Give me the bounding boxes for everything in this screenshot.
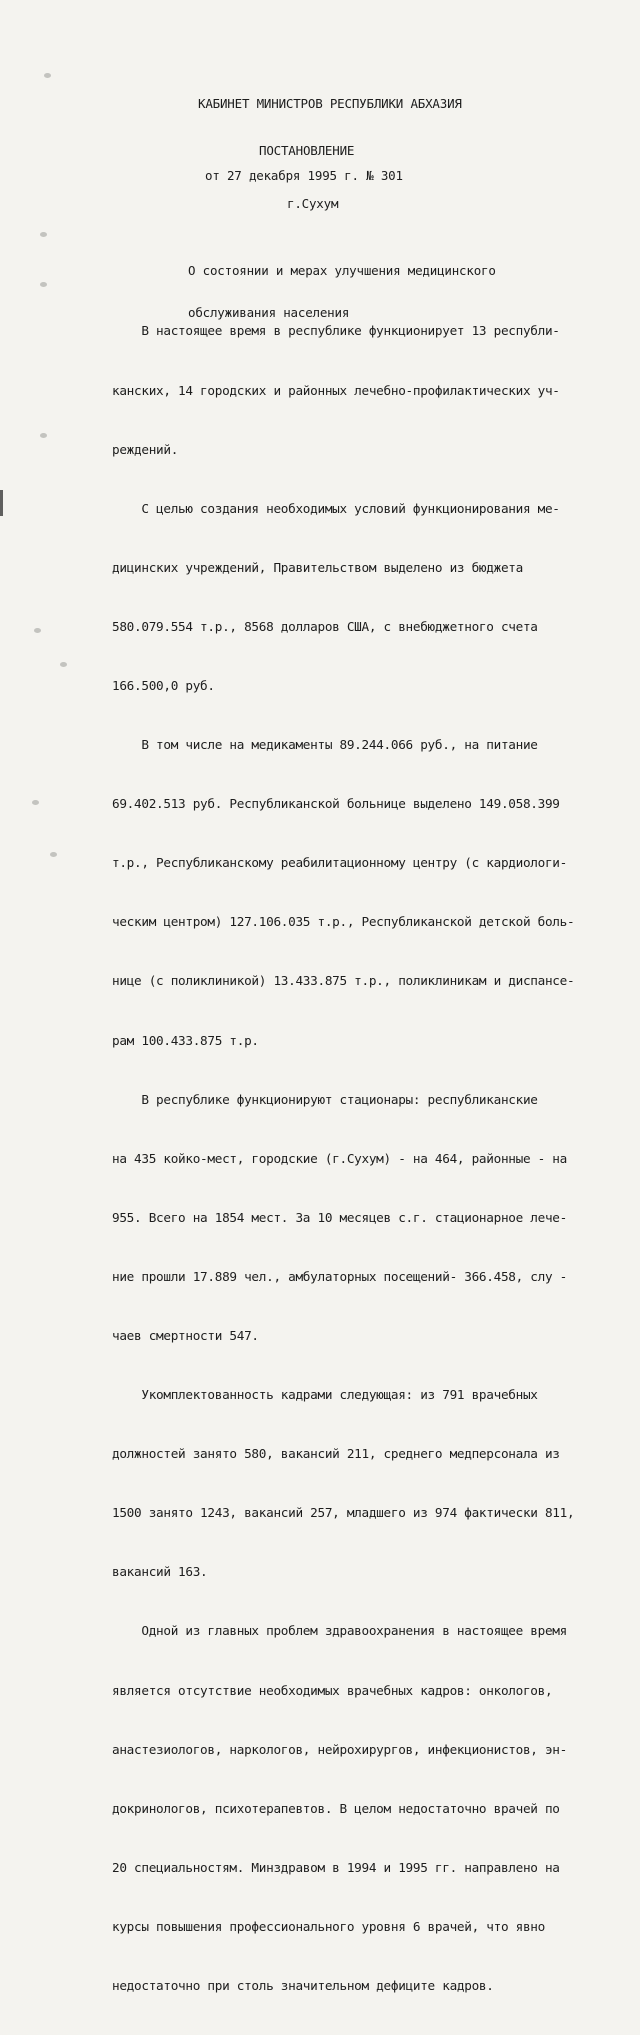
body-line: вакансий 163.	[112, 1564, 208, 1580]
city: г.Сухум	[287, 196, 339, 211]
body-line: должностей занято 580, вакансий 211, среднего медперсонала из	[112, 1446, 560, 1462]
binder-hole-mark	[40, 433, 47, 438]
body-line: на 435 койко-мест, городские (г.Сухум) - на 464, районные - на	[112, 1150, 567, 1166]
date-and-number: от 27 декабря 1995 г. № 301	[205, 168, 403, 183]
issuing-body: КАБИНЕТ МИНИСТРОВ РЕСПУБЛИКИ АБХАЗИЯ	[198, 96, 462, 111]
subject-line: обслуживания населения	[188, 305, 350, 320]
body-line: 20 специальностям. Минздравом в 1994 и 1995 гг. направлено на	[112, 1859, 560, 1875]
body-line: реждений.	[112, 441, 179, 457]
body-line: канских, 14 городских и районных лечебно-профилактических уч-	[112, 382, 560, 398]
body-line: дицинских учреждений, Правительством выделено из бюджета	[112, 559, 523, 575]
body-line: В настоящее время в республике функционирует 13 республи-	[112, 323, 560, 339]
subject-line: О состоянии и мерах улучшения медицинского	[188, 263, 496, 278]
body-line: 69.402.513 руб. Республиканской больнице выделено 149.058.399	[112, 796, 560, 812]
document-body	[112, 282, 612, 2035]
body-line: 166.500,0 руб.	[112, 677, 215, 693]
scan-edge-mark	[0, 490, 3, 516]
binder-hole-mark	[40, 232, 47, 237]
body-line: докринологов, психотерапевтов. В целом недостаточно врачей по	[112, 1800, 560, 1816]
body-line: является отсутствие необходимых врачебных кадров: онкологов,	[112, 1682, 553, 1698]
body-line: В республике функционируют стационары: республиканские	[112, 1091, 538, 1107]
binder-hole-mark	[34, 628, 41, 633]
body-line: ческим центром) 127.106.035 т.р., Республиканской детской боль-	[112, 914, 575, 930]
body-line: рам 100.433.875 т.р.	[112, 1032, 259, 1048]
body-line: анастезиологов, наркологов, нейрохирургов, инфекционистов, эн-	[112, 1741, 567, 1757]
binder-hole-mark	[44, 73, 51, 78]
body-line: Одной из главных проблем здравоохранения в настоящее время	[112, 1623, 567, 1639]
body-line: 580.079.554 т.р., 8568 долларов США, с внебюджетного счета	[112, 618, 538, 634]
body-line: В том числе на медикаменты 89.244.066 руб., на питание	[112, 737, 538, 753]
body-line: чаев смертности 547.	[112, 1328, 259, 1343]
binder-hole-mark	[60, 662, 67, 667]
binder-hole-mark	[32, 800, 39, 805]
body-line: т.р., Республиканскому реабилитационному центру (с кардиологи-	[112, 855, 567, 871]
body-line: Укомплектованность кадрами следующая: из 791 врачебных	[112, 1387, 538, 1403]
body-line: курсы повышения профессионального уровня 6 врачей, что явно	[112, 1918, 545, 1934]
body-line: С целью создания необходимых условий функционирования ме-	[112, 500, 560, 516]
body-line: 955. Всего на 1854 мест. За 10 месяцев с.г. стационарное лече-	[112, 1209, 567, 1225]
binder-hole-mark	[50, 852, 57, 857]
body-line: нице (с поликлиникой) 13.433.875 т.р., поликлиникам и диспансе-	[112, 973, 575, 989]
binder-hole-mark	[40, 282, 47, 287]
body-line: 1500 занято 1243, вакансий 257, младшего из 974 фактически 811,	[112, 1505, 575, 1521]
body-line: недостаточно при столь значительном дефиците кадров.	[112, 1978, 494, 1994]
document-type: ПОСТАНОВЛЕНИЕ	[259, 143, 355, 158]
body-line: ние прошли 17.889 чел., амбулаторных посещений- 366.458, слу -	[112, 1268, 567, 1284]
